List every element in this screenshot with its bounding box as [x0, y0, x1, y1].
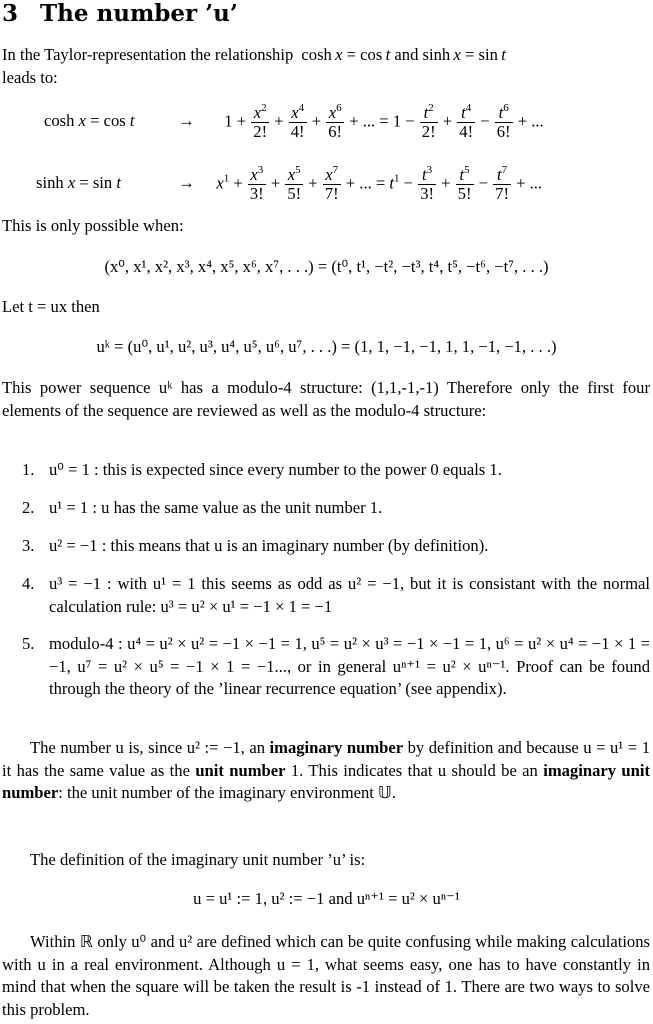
section-title: The number ’u’: [40, 0, 238, 27]
let-text: Let t = ux then: [2, 297, 100, 316]
list-item: 1. u⁰ = 1 : this is expected since every number to the power 0 equals 1.: [22, 460, 502, 479]
equation-sinh-taylor: $\sinh x = \sin t \to x^1$ + $\frac{x^3}{3!}$ + $\frac{x^5}{5!}$ + $\frac{x^7}{7!}$ + ... = $t^1$ − $\frac{t^3}{3!}$ + $\frac{t^5}{5!}$ − $\frac{t^7}{7!}$ + ...: [36, 164, 543, 203]
list-item: 5. modulo-4 : u⁴ = u² × u² = −1 × −1 = 1, u⁵ = u² × u³ = −1 × −1 = 1, u⁶ = u² × u⁴ = −1 × 1 = −1, u⁷ = u² × u⁵ = −1 × 1 = −1..., or in general uⁿ⁺¹ = u² × uⁿ⁻¹. Proof can be found through the theory of the ’linear recurrence equation’ (see appendix).: [22, 634, 650, 698]
intro-paragraph: In the Taylor-representation the relationship cosh x = cos t and sinh x = sin t leads to:: [2, 45, 506, 87]
term-imaginary-number: imaginary number: [269, 738, 404, 757]
list-item: 4. u³ = −1 : with u¹ = 1 this seems as odd as u² = −1, but it is consistant with the normal calculation rule: u³ = u² × u¹ = −1 × 1 = −1: [22, 574, 650, 616]
closing-paragraph: Within ℝ only u⁰ and u² are defined which can be quite confusing while making calculations with u in a real environment. Although u = 1, what seems easy, one has to have constantly in mind that when the square will be taken the result is -1 instead of 1. There are two ways to solve this problem.: [2, 932, 650, 1019]
term-imaginary-unit-number: imaginary unit number: [2, 760, 650, 802]
term-unit-number: unit number: [195, 760, 286, 780]
modulo4-paragraph: This power sequence uᵏ has a modulo-4 structure: (1,1,-1,-1) Therefore only the first four elements of the sequence are reviewed as well as the modulo-4 structure:: [2, 378, 650, 420]
section-number: 3: [2, 0, 19, 27]
imaginary-paragraph: The number u is, since u² := −1, an imaginary number by definition and because u = u¹ = 1 it has the same value as the unit number 1. This indicates that u should be an imaginary unit number: the unit number of the imaginary environment 𝕌.: [2, 738, 650, 802]
list-item: 3. u² = −1 : this means that u is an imaginary number (by definition).: [22, 536, 489, 555]
equation-definition: u = u¹ := 1, u² := −1 and uⁿ⁺¹ = u² × uⁿ⁻¹: [193, 889, 460, 908]
equation-powers: (x⁰, x¹, x², x³, x⁴, x⁵, x⁶, x⁷, . . .) = (t⁰, t¹, −t², −t³, t⁴, t⁵, −t⁶, −t⁷, . . .): [104, 257, 549, 276]
section-heading: [2, 0, 238, 27]
list-item: 2. u¹ = 1 : u has the same value as the unit number 1.: [22, 498, 383, 517]
equation-cosh-taylor: cosh x = cos t → 1 + $\frac{x^2}{2!}$ + $\frac{x^4}{4!}$ + $\frac{x^6}{6!}$ + ... = 1 − $\frac{t^2}{2!}$ + $\frac{t^4}{4!}$ − $\frac{t^6}{6!}$ + ...: [44, 102, 544, 141]
equation-uk: uᵏ = (u⁰, u¹, u², u³, u⁴, u⁵, u⁶, u⁷, . . .) = (1, 1, −1, −1, 1, 1, −1, −1, . . .): [96, 337, 557, 356]
definition-intro: The definition of the imaginary unit number ’u’ is:: [30, 850, 366, 869]
only-possible-text: This is only possible when:: [2, 216, 184, 235]
